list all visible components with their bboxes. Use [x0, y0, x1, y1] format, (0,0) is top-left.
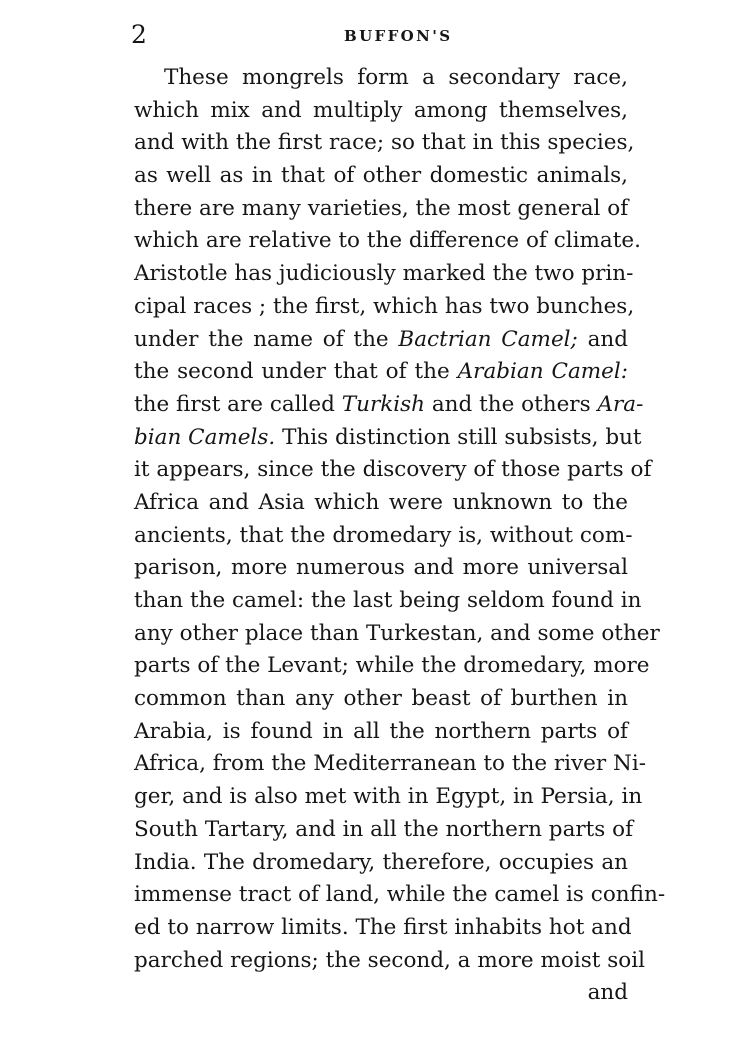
text-segment: the second under that of the [134, 359, 458, 385]
text-line [134, 95, 628, 128]
text-line [134, 258, 634, 291]
text-segment: Africa, from the Mediterranean to the river Ni- [134, 751, 646, 777]
text-segment: cipal races ; the first, which has two bunches, [134, 293, 635, 319]
text-segment: parts of the Levant; while the dromedary, more [134, 653, 650, 679]
text-line [134, 291, 635, 324]
text-line [134, 160, 628, 193]
text-line [134, 389, 644, 422]
body-text [134, 62, 666, 1010]
running-head: BUFFON'S [344, 27, 453, 45]
text-segment: India. The dromedary, therefore, occupies an [134, 849, 628, 875]
text-segment: and the others [425, 391, 598, 417]
page-number: 2 [131, 20, 147, 49]
text-line [134, 225, 641, 258]
text-segment: and [577, 326, 628, 352]
text-segment: immense tract of land, while the camel is confin- [134, 882, 666, 908]
italic-segment: Arabian Camel: [457, 359, 628, 385]
italic-segment: bian Camels. [134, 424, 276, 450]
italic-segment: Bactrian Camel; [398, 326, 578, 352]
text-segment: South Tartary, and in all the northern parts of [134, 816, 634, 842]
text-segment: which are relative to the difference of climate. [134, 228, 641, 254]
text-line [134, 945, 645, 978]
text-segment: as well as in that of other domestic animals, [134, 163, 628, 189]
text-line [134, 650, 650, 683]
text-line [134, 814, 634, 847]
text-line [134, 912, 632, 945]
text-line [134, 356, 628, 389]
text-segment: than the camel: the last being seldom found in [134, 588, 642, 613]
text-line [134, 748, 646, 781]
text-line [134, 585, 642, 618]
text-segment: common than any other beast of burthen in [134, 686, 628, 712]
text-segment: the first are called [134, 391, 342, 417]
text-line [134, 127, 635, 160]
text-line [134, 62, 628, 95]
page-header [131, 20, 627, 50]
text-line [134, 781, 643, 814]
text-segment: any other place than Turkestan, and some other [134, 620, 660, 646]
text-segment: ger, and is also met with in Egypt, in Persia, in [134, 784, 643, 810]
text-segment: and with the first race; so that in this species, [134, 130, 635, 156]
text-segment: parched regions; the second, a more moist soil [134, 947, 645, 973]
text-segment: under the name of the [134, 326, 399, 352]
text-line [134, 520, 633, 553]
text-segment: Africa and Asia which were unknown to the [134, 489, 628, 515]
italic-segment: Ara- [597, 391, 644, 417]
text-lines [134, 62, 666, 977]
text-line [134, 487, 628, 520]
text-segment: These mongrels form a secondary race, [164, 65, 628, 90]
catchword: and [587, 980, 628, 1006]
text-line [134, 618, 660, 651]
text-line [134, 454, 652, 487]
text-segment: ed to narrow limits. The first inhabits hot and [134, 914, 632, 940]
italic-segment: Turkish [341, 391, 426, 417]
text-line [134, 847, 628, 880]
text-segment: it appears, since the discovery of those parts of [134, 457, 652, 483]
text-line [134, 716, 628, 749]
text-line [134, 683, 628, 716]
text-segment: Arabia, is found in all the northern parts of [134, 718, 628, 744]
text-line [134, 552, 628, 585]
text-segment: This distinction still subsists, but [275, 424, 642, 450]
text-segment: there are many varieties, the most general of [134, 195, 629, 221]
text-line [134, 324, 628, 357]
text-line [134, 879, 666, 912]
text-line [134, 422, 642, 455]
text-segment: Aristotle has judiciously marked the two prin- [134, 261, 634, 287]
text-segment: ancients, that the dromedary is, without com- [134, 522, 633, 548]
text-line [134, 193, 628, 226]
text-segment: which mix and multiply among themselves, [134, 97, 628, 123]
text-segment: parison, more numerous and more universal [134, 555, 628, 581]
